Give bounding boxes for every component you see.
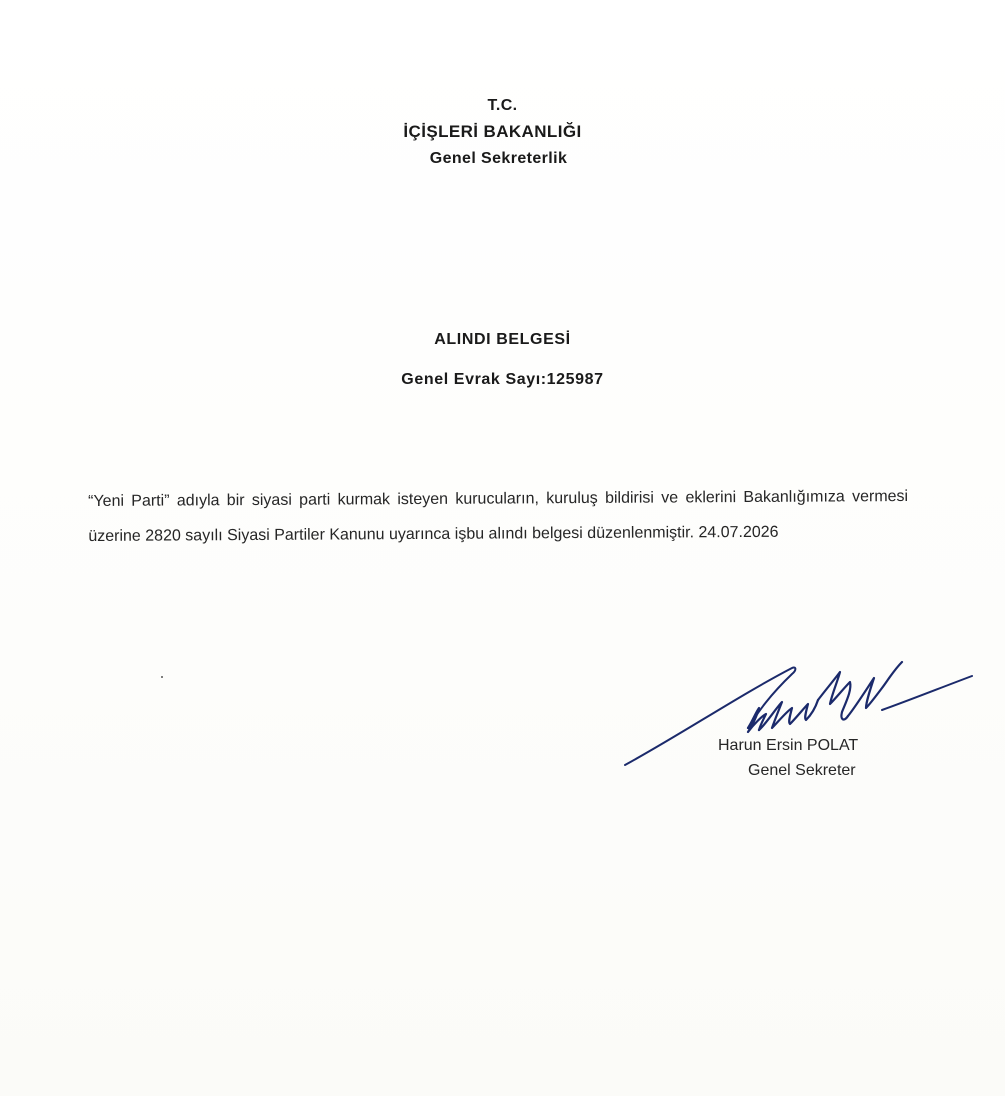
header-department: Genel Sekreterlik xyxy=(429,150,568,167)
signatory-title: Genel Sekreter xyxy=(748,762,856,779)
signature-icon xyxy=(620,650,980,775)
document-reference: Genel Evrak Sayı:125987 xyxy=(401,371,604,388)
ink-dot xyxy=(161,676,163,678)
header-ministry: İÇİŞLERİ BAKANLIĞI xyxy=(403,122,582,141)
document-title: ALINDI BELGESİ xyxy=(434,331,571,348)
header-country: T.C. xyxy=(487,97,518,114)
signatory-name: Harun Ersin POLAT xyxy=(718,737,859,754)
document-body: “Yeni Parti” adıyla bir siyasi parti kurmak isteyen kurucuların, kuruluş bildirisi ve eklerini Bakanlığımıza vermesi üzerine 2820 sayılı Siyasi Partiler Kanunu uyarınca işbu alındı belgesi düzenlenmiştir. 24.07.2026 xyxy=(88,487,909,545)
